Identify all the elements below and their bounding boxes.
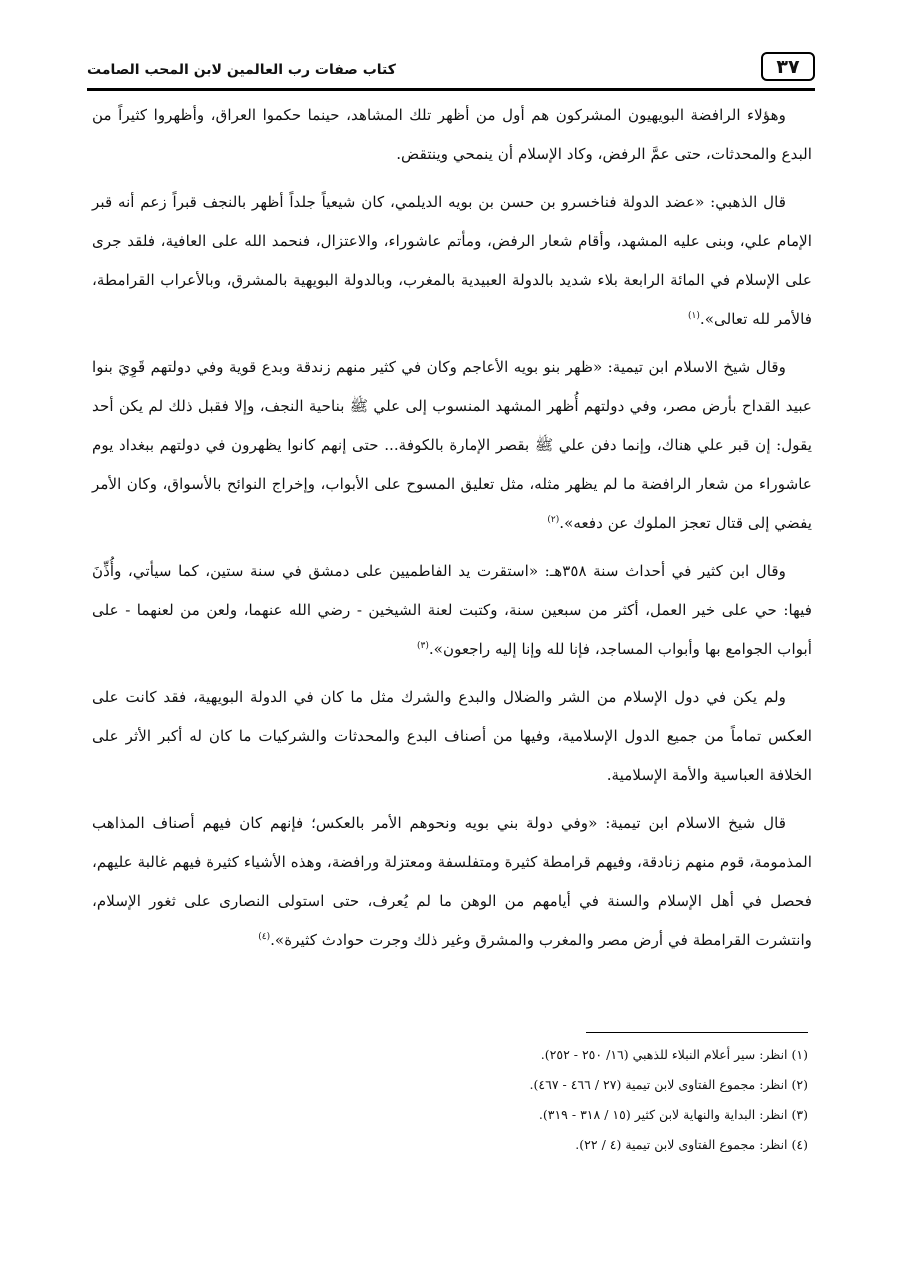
footnote: (٢) انظر: مجموع الفتاوى لابن تيمية (٢٧ / ٤٦٦ - ٤٦٧). (529, 1077, 808, 1092)
running-title: كتاب صفات رب العالمين لابن المحب الصامت (87, 62, 396, 78)
paragraph (92, 96, 812, 174)
footnote-ref: (٣) (416, 640, 429, 651)
footnote: (٤) انظر: مجموع الفتاوى لابن تيمية (٤ / ٢٢). (575, 1137, 808, 1152)
page-header (87, 52, 815, 88)
paragraph-text: ولم يكن في دول الإسلام من الشر والضلال والبدع والشرك مثل ما كان في الدولة البويهية، فقد كانت على العكس تماماً من جميع الدول الإسلامية، وفيها من أصناف البدع والمحدثات والشركيات ما كان له أكبر الأثر على الخلافة العباسية والأمة الإسلامية. (92, 688, 812, 784)
footnotes (88, 1040, 808, 1160)
paragraph (92, 183, 812, 339)
footnote-ref: (٤) (258, 931, 271, 942)
page-body (92, 96, 812, 969)
paragraph-text: قال شيخ الاسلام ابن تيمية: «وفي دولة بني بويه ونحوهم الأمر بالعكس؛ فإنهم كان فيهم أصناف المذاهب المذمومة، قوم منهم زنادقة، وفيهم قرامطة كثيرة ومتفلسفة ومعتزلة ورافضة، وهذه الأشياء كثيرة فيهم غالبة عليهم، فحصل في أهل الإسلام والسنة في أيامهم من الوهن ما لم يُعرف، حتى استولى النصارى على ثغور الإسلام، وانتشرت القرامطة في أرض مصر والمغرب والمشرق وغير ذلك وجرت حوادث كثيرة». (92, 814, 812, 949)
footnote: (١) انظر: سير أعلام النبلاء للذهبي (١٦/ ٢٥٠ - ٢٥٢). (540, 1047, 808, 1062)
footnote-ref: (١) (688, 310, 700, 321)
paragraph (92, 804, 812, 960)
footnote-separator (586, 1032, 808, 1033)
paragraph (92, 552, 812, 669)
footnote: (٣) انظر: البداية والنهاية لابن كثير (١٥ / ٣١٨ - ٣١٩). (538, 1107, 808, 1122)
paragraph-text: وقال شيخ الاسلام ابن تيمية: «ظهر بنو بويه الأعاجم وكان في كثير منهم زندقة وبدع قوية وفي دولتهم قَوِيَ بنوا عبيد القداح بأرض مصر، وفي دولتهم أُظهر المشهد المنسوب إلى علي ﷺ بناحية النجف، وإلا فقبل ذلك لم يكن أحد يقول: إن قبر علي هناك، وإنما دفن علي ﷺ بقصر الإمارة بالكوفة... حتى إنهم كانوا يظهرون في دولتهم ببغداد يوم عاشوراء من شعار الرافضة ما لم يظهر مثله، مثل تعليق المسوح على الأبواب، وإخراج النوائح بالأسواق، وكان الأمر يفضي إلى قتال تعجز الملوك عن دفعه». (92, 358, 812, 532)
paragraph-text: وهؤلاء الرافضة البويهيون المشركون هم أول من أظهر تلك المشاهد، حينما حكموا العراق، وأظهروا كثيراً من البدع والمحدثات، حتى عمَّ الرفض، وكاد الإسلام أن ينمحي وينتقض. (92, 106, 812, 163)
paragraph-text: قال الذهبي: «عضد الدولة فناخسرو بن حسن بن بويه الديلمي، كان شيعياً جلداً أظهر بالنجف قبراً زعم أنه قبر الإمام علي، وبنى عليه المشهد، وأقام شعار الرفض، ومأتم عاشوراء، والاعتزال، فنحمد الله على العافية، فلقد جرى على الإسلام في المائة الرابعة بلاء شديد بالدولة العبيدية بالمغرب، وبالدولة البويهية بالمشرق، وبالأعراب القرامطة، فالأمر لله تعالى». (92, 193, 812, 328)
header-rule (87, 88, 815, 91)
page-number: ٣٧ (761, 52, 815, 81)
footnote-ref: (٢) (547, 514, 560, 525)
paragraph-text: وقال ابن كثير في أحداث سنة ٣٥٨هـ: «استقرت يد الفاطميين على دمشق في سنة ستين، كما سيأتي، وأُذِّنَ فيها: حي على خير العمل، أكثر من سبعين سنة، وكتبت لعنة الشيخين - رضي الله عنهما، ولعن من لعنهما - على أبواب الجوامع بها وأبواب المساجد، فإنا لله وإنا إليه راجعون». (92, 562, 812, 658)
paragraph (92, 348, 812, 543)
paragraph (92, 678, 812, 795)
